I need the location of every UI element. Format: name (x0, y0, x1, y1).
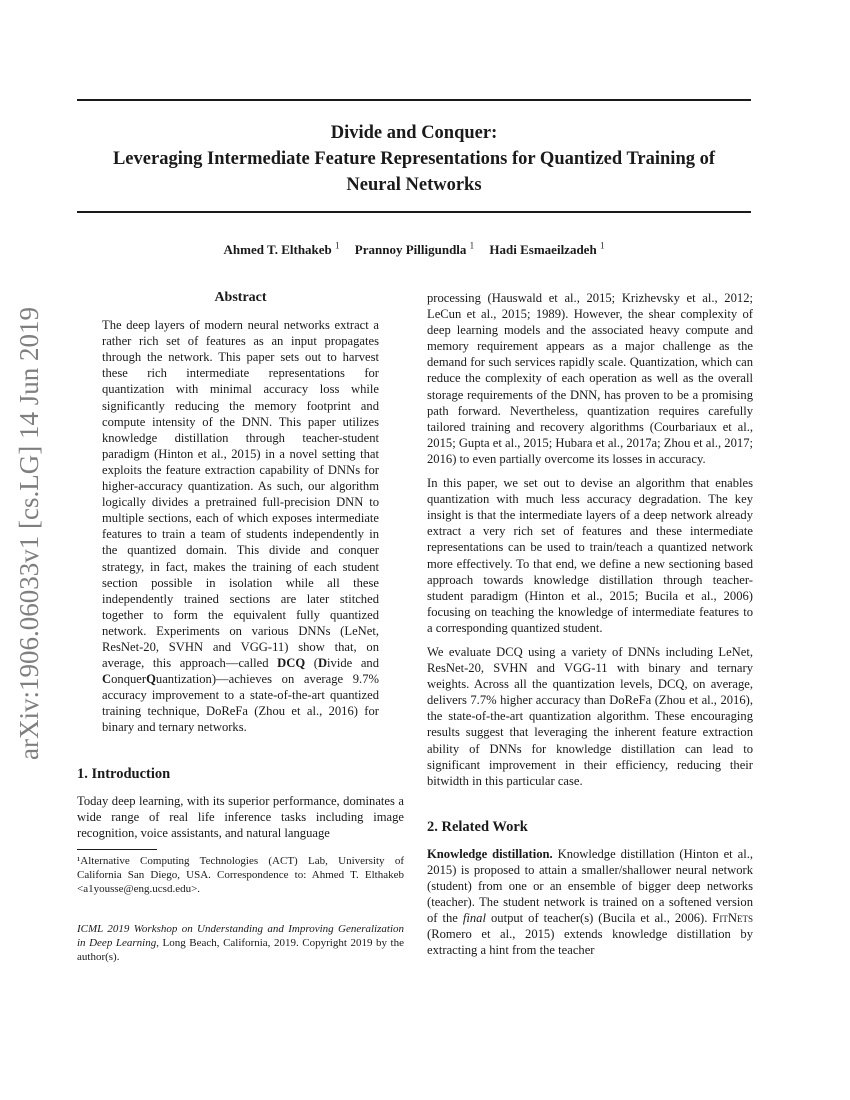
author (489, 242, 604, 257)
intro-paragraph-continued: processing (Hauswald et al., 2015; Krizhevsky et al., 2012; LeCun et al., 2015; 1989). However, the shear complexity of deep learning models and the associated heavy compute and memory requirement appears as a major challenge as the demand for such services rapidly scale. Quantization, which can reduce the complexity of each operation as well as the overall storage requirements of the DNN, has proven to be a promising path forward. Nevertheless, quantization requires carefully tailored training and recovery algorithms (Courbariaux et al., 2015; Gupta et al., 2015; Hubara et al., 2017a; Zhou et al., 2017; 2016) to even partially overcome its losses in accuracy. (427, 291, 753, 466)
author-affiliation-mark: 1 (469, 241, 475, 251)
abstract-text: The deep layers of modern neural networks extract a rather rich set of features as an input propagates through the network. This paper sets out to harvest these rich intermediate representations for quantization with minimal accuracy loss while significantly reducing the memory footprint and compute intensity of the DNN. This paper utilizes knowledge distillation through teacher-student paradigm (Hinton et al., 2015) in a novel setting that exploits the feature extraction capability of DNNs for higher-accuracy quantization. As such, our algorithm logically divides a pretrained full-precision DNN to multiple sections, each of which exposes intermediate features to train a team of students independently in the quantized domain. This divide and conquer strategy, in fact, makes the training of each student section possible in isolation while all these independently trained sections are later stitched together to form the equivalent fully quantized network. Experiments on various DNNs (LeNet, ResNet-20, SVHN and VGG-11) show that, on average, this approach—called DCQ (Divide and ConquerQuantization)—achieves on average 9.7% accuracy improvement to a state-of-the-art quantized training technique, DoReFa (Zhou et al., 2016) for binary and ternary networks. (102, 318, 380, 735)
title-rule-top (77, 99, 751, 101)
author-name: Hadi Esmaeilzadeh (489, 242, 597, 258)
title-rule-bottom (77, 211, 751, 213)
affiliation-footnote: ¹Alternative Computing Technologies (ACT) Lab, University of California San Diego, USA. Correspondence to: Ahmed T. Elthakeb <a1yousse@eng.ucsd.edu>. (77, 854, 404, 895)
paper-title (77, 120, 751, 198)
dcq-acronym: DCQ (277, 656, 306, 671)
title-line-2: Leveraging Intermediate Feature Representations for Quantized Training of (112, 149, 716, 169)
footnote-rule (77, 849, 157, 850)
intro-heading: 1. Introduction (77, 765, 171, 782)
author (355, 242, 474, 257)
intro-paragraph-results: We evaluate DCQ using a variety of DNNs including LeNet, ResNet-20, SVHN and VGG-11 with binary and ternary weights. Across all the quantization levels, DCQ, on average, delivers 7.7% higher accuracy than DoReFa (Zhou et al., 2016), the state-of-the-art quantization algorithm. These encouraging results suggest that leveraging the inherent feature extraction ability of DNNs for knowledge distillation can lead to significant improvement in their efficiency, reducing their bitwidth in this particular case. (427, 644, 753, 788)
fitnets-name: FitNets (712, 911, 753, 926)
runin-heading: Knowledge distillation. (427, 846, 553, 861)
intro-paragraph-insight: In this paper, we set out to devise an algorithm that enables quantization with much less accuracy degradation. The key insight is that the intermediate layers of a deep network already extract a very rich set of features and these intermediate representations can be used to train/teach a quantized network more effectively. To that end, we define a new sectioning based approach towards knowledge distillation through teacher-student paradigm (Hinton et al., 2015; Bucila et al., 2006) focusing on teaching the knowledge of intermediate features to a corresponding quantized student. (427, 476, 753, 635)
related-work-heading: 2. Related Work (427, 818, 528, 835)
author-affiliation-mark: 1 (335, 241, 340, 251)
author-affiliation-mark: 1 (599, 241, 605, 251)
intro-paragraph: Today deep learning, with its superior performance, dominates a wide range of real life inference tasks including image recognition, voice assistants, and natural language (77, 793, 404, 840)
knowledge-distillation-paragraph: Knowledge distillation. Knowledge distillation (Hinton et al., 2015) is proposed to attain a smaller/shallower neural network (student) from one or an ensemble of bigger deep networks (teacher). The student network is trained on a softened version of the final output of teacher(s) (Bucila et al., 2006). FitNets (Romero et al., 2015) extends knowledge distillation by extracting a hint from the teacher (427, 846, 753, 958)
left-column (77, 290, 404, 964)
venue-note: ICML 2019 Workshop on Understanding and Improving Generalization in Deep Learning, Long Beach, California, 2019. Copyright 2019 by the author(s). (77, 922, 404, 963)
title-line-3: Neural Networks (346, 175, 482, 195)
title-line-1: Divide and Conquer: (330, 123, 498, 143)
author-name: Prannoy Pilligundla (354, 242, 467, 258)
author (224, 242, 340, 257)
right-column (427, 290, 753, 959)
abstract-heading: Abstract (214, 290, 267, 305)
author-list (77, 241, 751, 258)
arxiv-stamp: arXiv:1906.06033v1 [cs.LG] 14 Jun 2019 (14, 307, 44, 760)
author-name: Ahmed T. Elthakeb (223, 242, 332, 258)
